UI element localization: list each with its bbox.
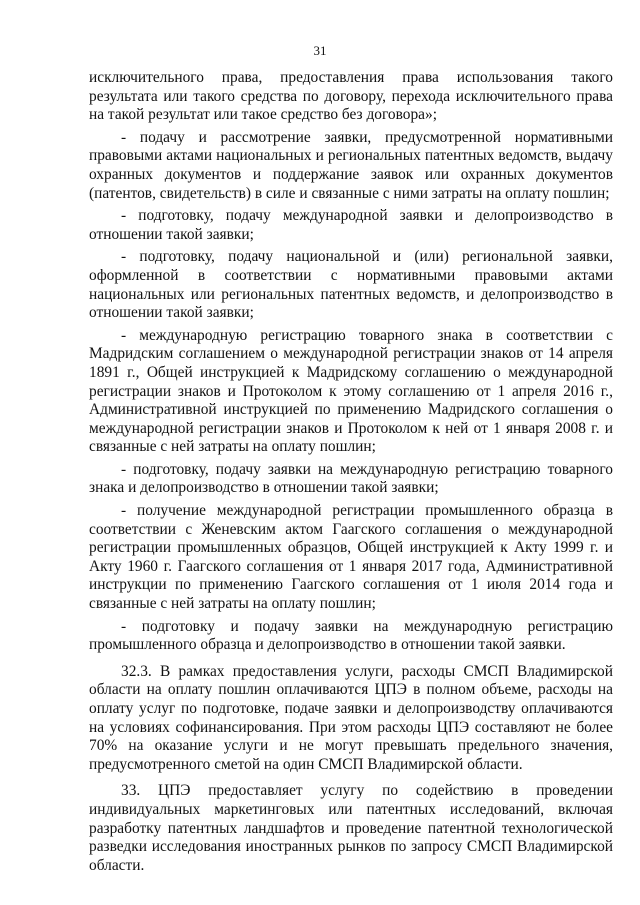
paragraph-item-design-application: - подготовку и подачу заявки на международную регистрацию промышленного образца и делопроизводство в отношении такой заявки. (89, 617, 613, 654)
page-number: 31 (313, 43, 327, 58)
paragraph-item-trademark-registration: - международную регистрацию товарного знака в соответствии с Мадридским соглашением о международной регистрации знаков от 14 апреля 1891 г., Общей инструкцией к Мадридскому соглашению о международной регистрации знаков и Протоколом к этому соглашению от 1 апреля 2016 г., Административной инструкцией по применению Мадридского соглашения о международной регистрации знаков и Протоколом к ней от 1 января 2008 г. и связанные с ней затраты на оплату пошлин; (89, 326, 613, 456)
paragraph-item-international-application: - подготовку, подачу международной заявки и делопроизводство в отношении такой заявки; (89, 207, 613, 243)
paragraph-item-design-registration: - получение международной регистрации промышленного образца в соответствии с Женевским актом Гаагского соглашения о международной регистрации промышленных образцов, Общей инструкцией к Акту 1999 г. и Акту 1960 г. Гаагского соглашения от 1 января 2017 года, Административной инструкции по применению Гаагского соглашения от 1 июля 2014 года и связанные с ней затраты на оплату пошлин; (89, 502, 613, 613)
paragraph-item-application-filing: - подачу и рассмотрение заявки, предусмотренной нормативными правовыми актами национальных и региональных патентных ведомств, выдачу охранных документов и поддержание заявок или охранных документов (патентов, свидетельств) в силе и связанные с ними затраты на оплату пошлин; (89, 128, 613, 202)
paragraph-clause-32-3: 32.3. В рамках предоставления услуги, расходы СМСП Владимирской области на оплату пошлин оплачиваются ЦПЭ в полном объеме, расходы на оплату услуг по подготовке, подаче заявки и делопроизводству оплачиваются на условиях софинансирования. При этом расходы ЦПЭ составляют не более 70% на оказание услуги и не могут превышать предельного значения, предусмотренного сметой на один СМСП Владимирской области. (89, 662, 613, 773)
paragraph-continuation: исключительного права, предоставления права использования такого результата или такого средства по договору, перехода исключительного права на такой результат или такое средство без договора»; (89, 69, 613, 124)
paragraph-item-trademark-application: - подготовку, подачу заявки на международную регистрацию товарного знака и делопроизводство в отношении такой заявки; (89, 460, 613, 497)
paragraph-item-national-application: - подготовку, подачу национальной и (или) региональной заявки, оформленной в соответствии с нормативными правовыми актами национальных или региональных патентных ведомств, и делопроизводство в отношении такой заявки; (89, 248, 613, 322)
paragraph-clause-33: 33. ЦПЭ предоставляет услугу по содействию в проведении индивидуальных маркетинговых или патентных исследований, включая разработку патентных ландшафтов и проведение патентной технологической разведки исследования иностранных рынков по запросу СМСП Владимирской области. (89, 782, 613, 874)
document-body (89, 69, 613, 879)
